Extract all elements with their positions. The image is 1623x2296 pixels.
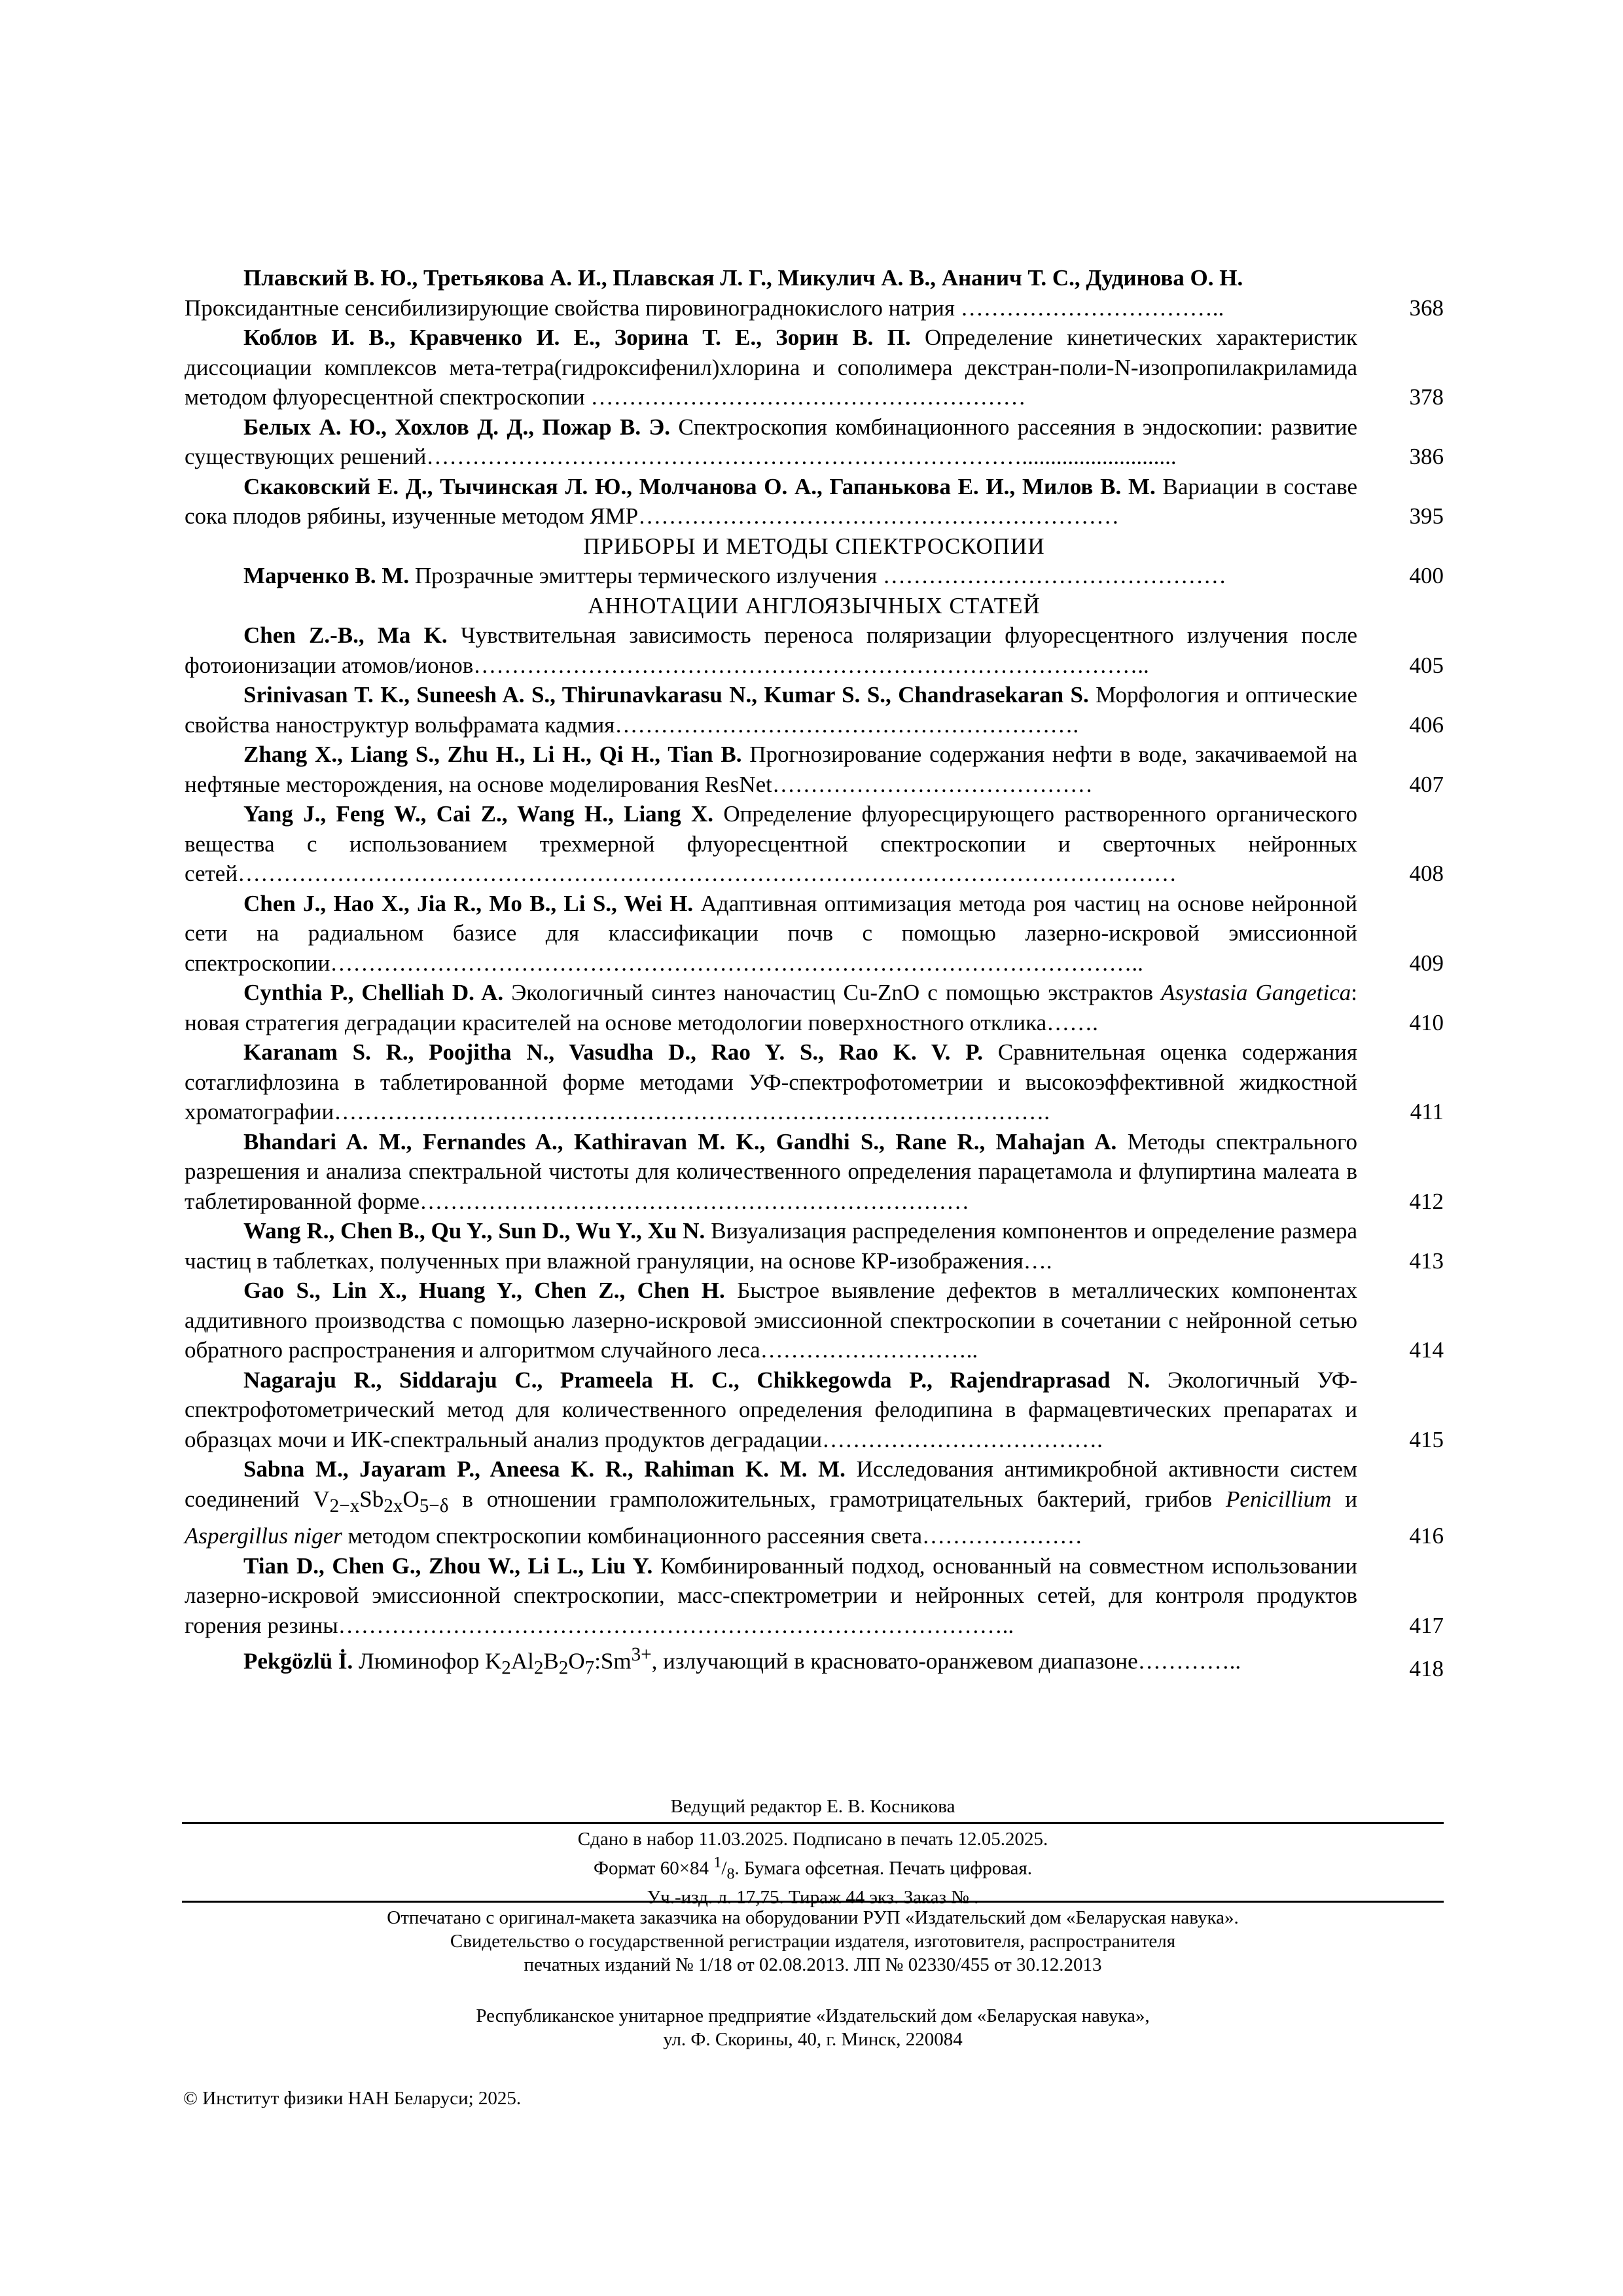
- entry-authors: Плавский В. Ю., Третьякова А. И., Плавская Л. Г., Микулич А. В., Ананич Т. С., Дудинова О. Н.: [243, 265, 1243, 291]
- entry-title: Прогнозирование содержания нефти в воде, закачиваемой на нефтяные месторождения, на основе моделирования ResNet……………………………………: [185, 742, 1358, 797]
- entry-page: 408: [1409, 861, 1444, 886]
- entry-title-rest: методом спектроскопии комбинационного рассеяния света…………………: [342, 1523, 1083, 1549]
- entry-title: Определение флуоресцирующего растворенного органического вещества с использованием трехмерной флуоресцентной спектроскопии и сверточных нейронных сетей……………………………………………………………………………………………………………: [185, 801, 1357, 886]
- entry-authors: Sabna M., Jayaram P., Aneesa K. R., Rahiman K. M. M.: [243, 1456, 846, 1482]
- entry-authors: Chen Z.-B., Ma K.: [243, 622, 448, 648]
- entry-authors: Bhandari A. M., Fernandes A., Kathiravan M. K., Gandhi S., Rane R., Mahajan A.: [243, 1128, 1117, 1155]
- entry-page: 405: [1409, 652, 1444, 678]
- toc-entry: [185, 472, 1444, 531]
- entry-authors: Pekgözlü İ.: [243, 1648, 353, 1674]
- entry-page: 417: [1409, 1612, 1444, 1638]
- entry-authors: Srinivasan T. K., Suneesh A. S., Thirunavkarasu N., Kumar S. S., Chandrasekaran S.: [243, 682, 1089, 708]
- entry-authors: Chen J., Hao X., Jia R., Mo B., Li S., Wei H.: [243, 890, 694, 916]
- formula-subscript: 2: [533, 1657, 544, 1679]
- entry-title: Экологичный синтез наночастиц Cu-ZnO с помощью экстрактов: [511, 980, 1154, 1005]
- toc-entry: [185, 889, 1444, 978]
- toc-entry: [185, 1454, 1444, 1551]
- toc-entry: [185, 323, 1444, 412]
- entry-page: 415: [1409, 1426, 1444, 1452]
- entry-authors: Коблов И. В., Кравченко И. Е., Зорина Т. Е., Зорин В. П.: [243, 325, 911, 350]
- entry-page: 416: [1409, 1523, 1444, 1549]
- entry-authors: Белых А. Ю., Хохлов Д. Д., Пожар В. Э.: [243, 414, 671, 440]
- toc-entry: [185, 740, 1444, 799]
- entry-page: 410: [1409, 1009, 1444, 1035]
- toc-entry: [185, 1216, 1444, 1276]
- toc-entry: [185, 680, 1444, 740]
- toc-entry: [185, 412, 1444, 472]
- species-name: Asystasia Gangetica: [1161, 980, 1351, 1005]
- entry-title: Проксидантные сенсибилизирующие свойства пировинограднокислого натрия ……………………………..: [185, 295, 1224, 321]
- formula-part: Al: [510, 1648, 534, 1674]
- formula-subscript: 2x: [383, 1495, 403, 1516]
- imprint-line: Сдано в набор 11.03.2025. Подписано в печать 12.05.2025.: [577, 1829, 1048, 1850]
- imprint-line: Формат 60×84 $^1/_8$. Бумага офсетная. Печать цифровая.: [594, 1854, 1032, 1883]
- fraction-denominator: 8: [726, 1865, 735, 1883]
- entry-title: Прозрачные эмиттеры термического излучения ………………………………………: [414, 563, 1226, 588]
- entry-title: Чувствительная зависимость переноса поляризации флуоресцентного излучения после фотоионизации атомов/ионов……………………………………………………………………………..: [185, 622, 1358, 678]
- entry-page: 411: [1410, 1099, 1444, 1124]
- entry-title: Спектроскопия комбинационного рассеяния в эндоскопии: развитие существующих решений……………………………………………………………………...........................: [185, 414, 1357, 469]
- editor-line: Ведущий редактор Е. В. Косникова: [670, 1796, 955, 1817]
- entry-page: 378: [1409, 384, 1444, 410]
- entry-authors: Tian D., Chen G., Zhou W., Li L., Liu Y.: [243, 1552, 653, 1579]
- entry-page: 418: [1409, 1655, 1444, 1681]
- toc-entry: [185, 1640, 1444, 1683]
- entry-authors: Марченко В. М.: [243, 563, 410, 588]
- entry-title: Адаптивная оптимизация метода роя частиц на основе нейронной сети на радиальном базисе для классификации почв с помощью лазерно-искровой эмиссионной спектроскопии……………………………………………………………………………………………..: [185, 890, 1358, 976]
- printing-line: Свидетельство о государственной регистрации издателя, изготовителя, распространителя: [450, 1931, 1176, 1952]
- entry-title: Сравнительная оценка содержания сотаглифлозина в таблетированной форме методами УФ-спектрофотометрии и высокоэффективной жидкостной хроматографии………………………………………………………………………………….: [185, 1039, 1358, 1124]
- species-name: Penicillium: [1226, 1486, 1332, 1512]
- toc-entry: [185, 799, 1444, 889]
- toc-entry: [185, 1551, 1444, 1641]
- toc-entry: [185, 263, 1444, 323]
- toc-entry: [185, 561, 1444, 591]
- formula-part: :Sm: [594, 1648, 632, 1674]
- formula-subscript: 2−x: [329, 1495, 360, 1516]
- toc-entry: [185, 1276, 1444, 1365]
- entry-title-rest: : новая стратегия деградации красителей на основе методологии поверхностного отклика…….: [185, 980, 1357, 1035]
- entry-title: Исследования антимикробной активности систем соединений V: [185, 1456, 1357, 1512]
- entry-title: Методы спектрального разрешения и анализа спектральной чистоты для количественного определения парацетамола и флупиртина малеата в таблетированной форме………………………………………………………………: [185, 1128, 1357, 1214]
- entry-page: 386: [1409, 444, 1444, 469]
- printing-line: Отпечатано с оригинал-макета заказчика на оборудовании РУП «Издательский дом «Беларуская навука».: [387, 1907, 1239, 1928]
- entry-authors: Wang R., Chen B., Qu Y., Sun D., Wu Y., Xu N.: [243, 1218, 705, 1244]
- section-heading: АННОТАЦИИ АНГЛОЯЗЫЧНЫХ СТАТЕЙ: [588, 592, 1041, 619]
- entry-page: 407: [1409, 771, 1444, 797]
- entry-title-rest: , излучающий в красновато-оранжевом диапазоне…………..: [651, 1648, 1241, 1674]
- entry-authors: Zhang X., Liang S., Zhu H., Li H., Qi H., Tian B.: [243, 742, 742, 767]
- formula-part: O: [568, 1648, 585, 1674]
- entry-authors: Nagaraju R., Siddaraju C., Prameela H. C., Chikkegowda P., Rajendraprasad N.: [243, 1367, 1150, 1393]
- entry-title: Комбинированный подход, основанный на совместном использовании лазерно-искровой эмиссионной спектроскопии, масс-спектрометрии и нейронных сетей, для контроля продуктов горения резины……………………………………………………………………………..: [185, 1552, 1357, 1638]
- toc-entry: [185, 1127, 1444, 1217]
- formula-subscript: 7: [584, 1657, 595, 1679]
- publisher-line: Республиканское унитарное предприятие «Издательский дом «Беларуская навука»,: [476, 2005, 1150, 2026]
- formula-part: O: [402, 1486, 419, 1512]
- imprint-line: Уч.-изд. л. 17,75. Тираж 44 экз. Заказ № .: [647, 1887, 979, 1909]
- fraction-numerator: 1: [713, 1854, 722, 1871]
- format-text: Формат 60×84: [594, 1857, 714, 1879]
- entry-title: Морфология и оптические свойства наноструктур вольфрамата кадмия…………………………………………………….: [185, 682, 1358, 738]
- entry-title: Вариации в составе сока плодов рябины, изученные методом ЯМР………………………………………………………: [185, 473, 1357, 529]
- toc-entry: [185, 1365, 1444, 1455]
- entry-page: 368: [1409, 295, 1444, 321]
- formula-part: B: [543, 1648, 559, 1674]
- entry-title: Люминофор K: [358, 1648, 502, 1674]
- toc-entry: [185, 1037, 1444, 1127]
- publisher-address: ул. Ф. Скорины, 40, г. Минск, 220084: [663, 2029, 963, 2050]
- entry-page: 400: [1409, 563, 1444, 588]
- entry-authors: Gao S., Lin X., Huang Y., Chen Z., Chen H.: [243, 1278, 725, 1303]
- printing-block: [182, 1906, 1444, 1977]
- entry-authors: Скаковский Е. Д., Тычинская Л. Ю., Молчанова О. А., Гапанькова Е. И., Милов В. М.: [243, 473, 1156, 499]
- copyright: © Институт физики НАН Беларуси; 2025.: [183, 2088, 522, 2109]
- formula-superscript: 3+: [631, 1644, 652, 1665]
- entry-page: 406: [1409, 711, 1444, 738]
- entry-page: 413: [1409, 1247, 1444, 1274]
- entry-title-rest: и: [1331, 1486, 1357, 1512]
- entry-page: 412: [1409, 1188, 1444, 1214]
- entry-title-rest: в отношении грамположительных, грамотрицательных бактерий, грибов: [448, 1486, 1226, 1512]
- entry-authors: Cynthia P., Chelliah D. A.: [243, 980, 504, 1005]
- entry-page: 409: [1409, 950, 1444, 976]
- toc-entry: [185, 620, 1444, 680]
- formula-subscript: 5−δ: [419, 1495, 449, 1516]
- formula-part: Sb: [359, 1486, 384, 1512]
- format-text: . Бумага офсетная. Печать цифровая.: [734, 1857, 1032, 1879]
- toc-entry: [185, 978, 1444, 1037]
- section-heading: ПРИБОРЫ И МЕТОДЫ СПЕКТРОСКОПИИ: [583, 533, 1045, 559]
- entry-title: Экологичный УФ-спектрофотометрический метод для количественного определения фелодипина в фармацевтических препаратах и образцах мочи и ИК-спектральный анализ продуктов деградации……………………………….: [185, 1367, 1357, 1452]
- imprint-block: [182, 1827, 1444, 1909]
- formula-subscript: 2: [501, 1657, 511, 1679]
- entry-authors: Yang J., Feng W., Cai Z., Wang H., Liang X.: [243, 801, 713, 827]
- formula-subscript: 2: [558, 1657, 569, 1679]
- entry-authors: Karanam S. R., Poojitha N., Vasudha D., Rao Y. S., Rao K. V. P.: [243, 1039, 984, 1065]
- species-name: Aspergillus niger: [185, 1523, 342, 1549]
- entry-title: Визуализация распределения компонентов и определение размера частиц в таблетках, полученных при влажной грануляции, на основе КР-изображения….: [185, 1218, 1357, 1274]
- entry-title: Определение кинетических характеристик диссоциации комплексов мета-тетра(гидроксифенил)хлорина и сополимера декстран-поли-N-изопропилакриламида методом флуоресцентной спектроскопии …………………………………………………: [185, 325, 1358, 410]
- entry-title: Быстрое выявление дефектов в металлических компонентах аддитивного производства с помощью лазерно-искровой эмиссионной спектроскопии в сочетании с нейронной сетью обратного распространения и алгоритмом случайного леса………………………..: [185, 1278, 1358, 1363]
- table-of-contents: [185, 263, 1444, 1683]
- printing-line: печатных изданий № 1/18 от 02.08.2013. ЛП № 02330/455 от 30.12.2013: [524, 1954, 1102, 1975]
- publisher-block: [182, 2004, 1444, 2051]
- divider: [182, 1901, 1444, 1903]
- entry-page: 414: [1409, 1337, 1444, 1363]
- entry-page: 395: [1409, 503, 1444, 529]
- divider: [182, 1822, 1444, 1824]
